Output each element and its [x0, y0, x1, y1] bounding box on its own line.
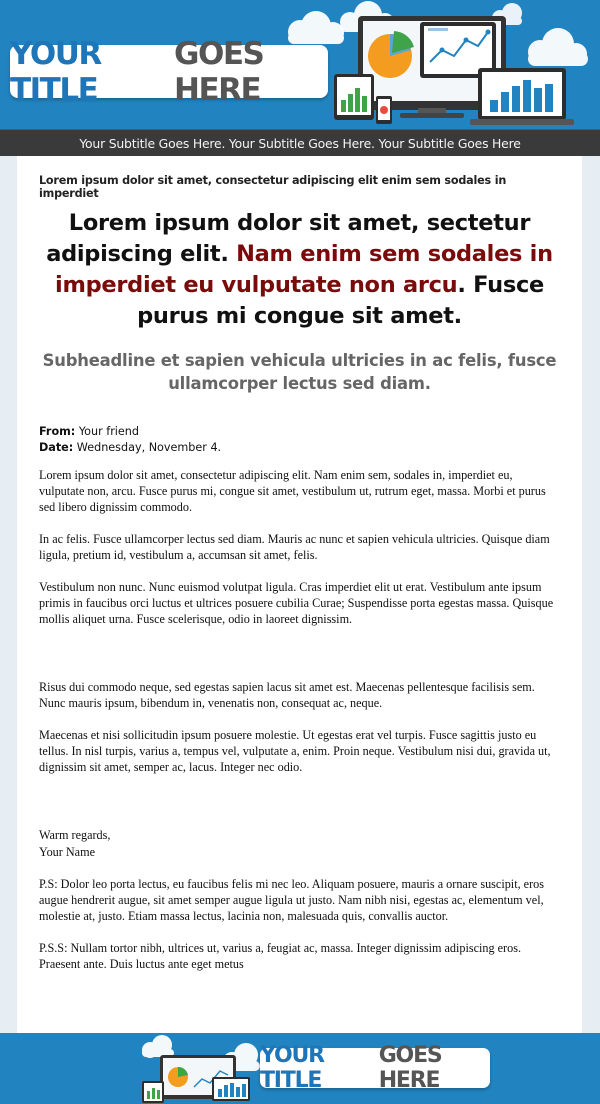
phone-icon [376, 96, 392, 124]
closing-line: Warm regards, [39, 828, 111, 842]
header-banner [0, 0, 600, 129]
content-page [17, 156, 582, 1033]
headline-part1: Lorem ipsum dolor sit amet, sectetur adipiscing elit. [46, 210, 531, 267]
footer-title [260, 1043, 490, 1093]
laptop-icon [212, 1077, 250, 1101]
from-value: Your friend [75, 425, 139, 438]
body-paragraph: Lorem ipsum dolor sit amet, consectetur adipiscing elit. Nam enim sem, sodales in, imperdiet eu, vulputate non, arcu. Fusce purus mi, congue sit amet, vestibulum ut, rutrum eget, massa. Morbi et purus sed libero dignissim commodo. [39, 468, 546, 515]
body-paragraph: In ac felis. Fusce ullamcorper lectus sed diam. Mauris ac nunc et sapien vehicula ultricies. Quisque diam ligula, pretium id, vestibulum a, accumsan sit amet, felis. [39, 532, 550, 563]
footer-title-part2: GOES HERE [378, 1043, 442, 1093]
signature: Your Name [39, 845, 95, 859]
date-value: Wednesday, November 4. [73, 441, 222, 454]
subtitle-bar [0, 129, 600, 156]
header-subtitle: Your Subtitle Goes Here. Your Subtitle Goes Here. Your Subtitle Goes Here [79, 135, 521, 151]
footer-banner [0, 1033, 600, 1104]
tablet-icon [142, 1081, 164, 1103]
header-title-part1: YOUR TITLE [10, 35, 101, 108]
from-line [39, 424, 221, 440]
cloud-icon [528, 28, 588, 66]
letter-meta [39, 424, 221, 456]
pre-headline: Lorem ipsum dolor sit amet, consectetur adipiscing elit enim sem sodales in imperdiet [39, 174, 507, 200]
laptop-icon [470, 68, 574, 125]
from-label: From: [39, 425, 76, 438]
subheadline: Subheadline et sapien vehicula ultricies in ac felis, fusce ullamcorper lectus sed diam. [42, 351, 557, 393]
postscript: P.S: Dolor leo porta lectus, eu faucibus felis mi nec leo. Aliquam posuere, mauris a ornare suscipit, eros augue hendrerit augue, sit amet semper augue ligula ut justo. Nam nibh nisi, egestas ac, elementum vel, molestie at, justo. Etiam massa lectus, lacinia non, malesuada quis, convallis auctor. [39, 877, 544, 924]
date-label: Date: [39, 441, 74, 454]
second-postscript: P.S.S: Nullam tortor nibh, ultrices ut, varius a, feugiat ac, massa. Integer dignissim adipiscing eros. Praesent ante. Duis luctus ante eget metus [39, 941, 521, 972]
cloud-icon [142, 1035, 174, 1058]
footer-title-part1: YOUR TITLE [260, 1043, 324, 1093]
headline [32, 208, 567, 332]
body-paragraph: Vestibulum non nunc. Nunc euismod volutpat ligula. Cras imperdiet elit ut erat. Vestibulum ante ipsum primis in faucibus orci luctus et ultrices posuere cubilia Curae; Suspendisse porta egestas massa. Quisque mollis aliquet urna. Fusce scelerisque, odio in laoreet dignissim. [39, 580, 554, 627]
date-line [39, 440, 221, 456]
headline-part2: . Fusce purus mi congue sit amet. [137, 272, 544, 329]
body-paragraph: Risus dui commodo neque, sed egestas sapien lacus sit amet est. Maecenas pellentesque facilisis sem. Nunc mauris ipsum, bibendum in, venenatis non, consequat ac, neque. [39, 680, 535, 711]
tablet-icon [334, 74, 374, 120]
headline-highlight: Nam enim sem sodales in imperdiet eu vulputate non arcu [55, 241, 553, 298]
header-title [10, 35, 328, 108]
header-title-part2: GOES HERE [174, 35, 264, 108]
body-paragraph: Maecenas et nisi sollicitudin ipsum posuere molestie. Ut egestas erat vel turpis. Fusce sagittis justo eu tellus. In nisl turpis, varius a, tempus vel, vulputate a, enim. Proin neque. Vestibulum nisi dui, gravida ut, dignissim sit amet, semper ac, lacus. Integer nec odio. [39, 728, 551, 775]
